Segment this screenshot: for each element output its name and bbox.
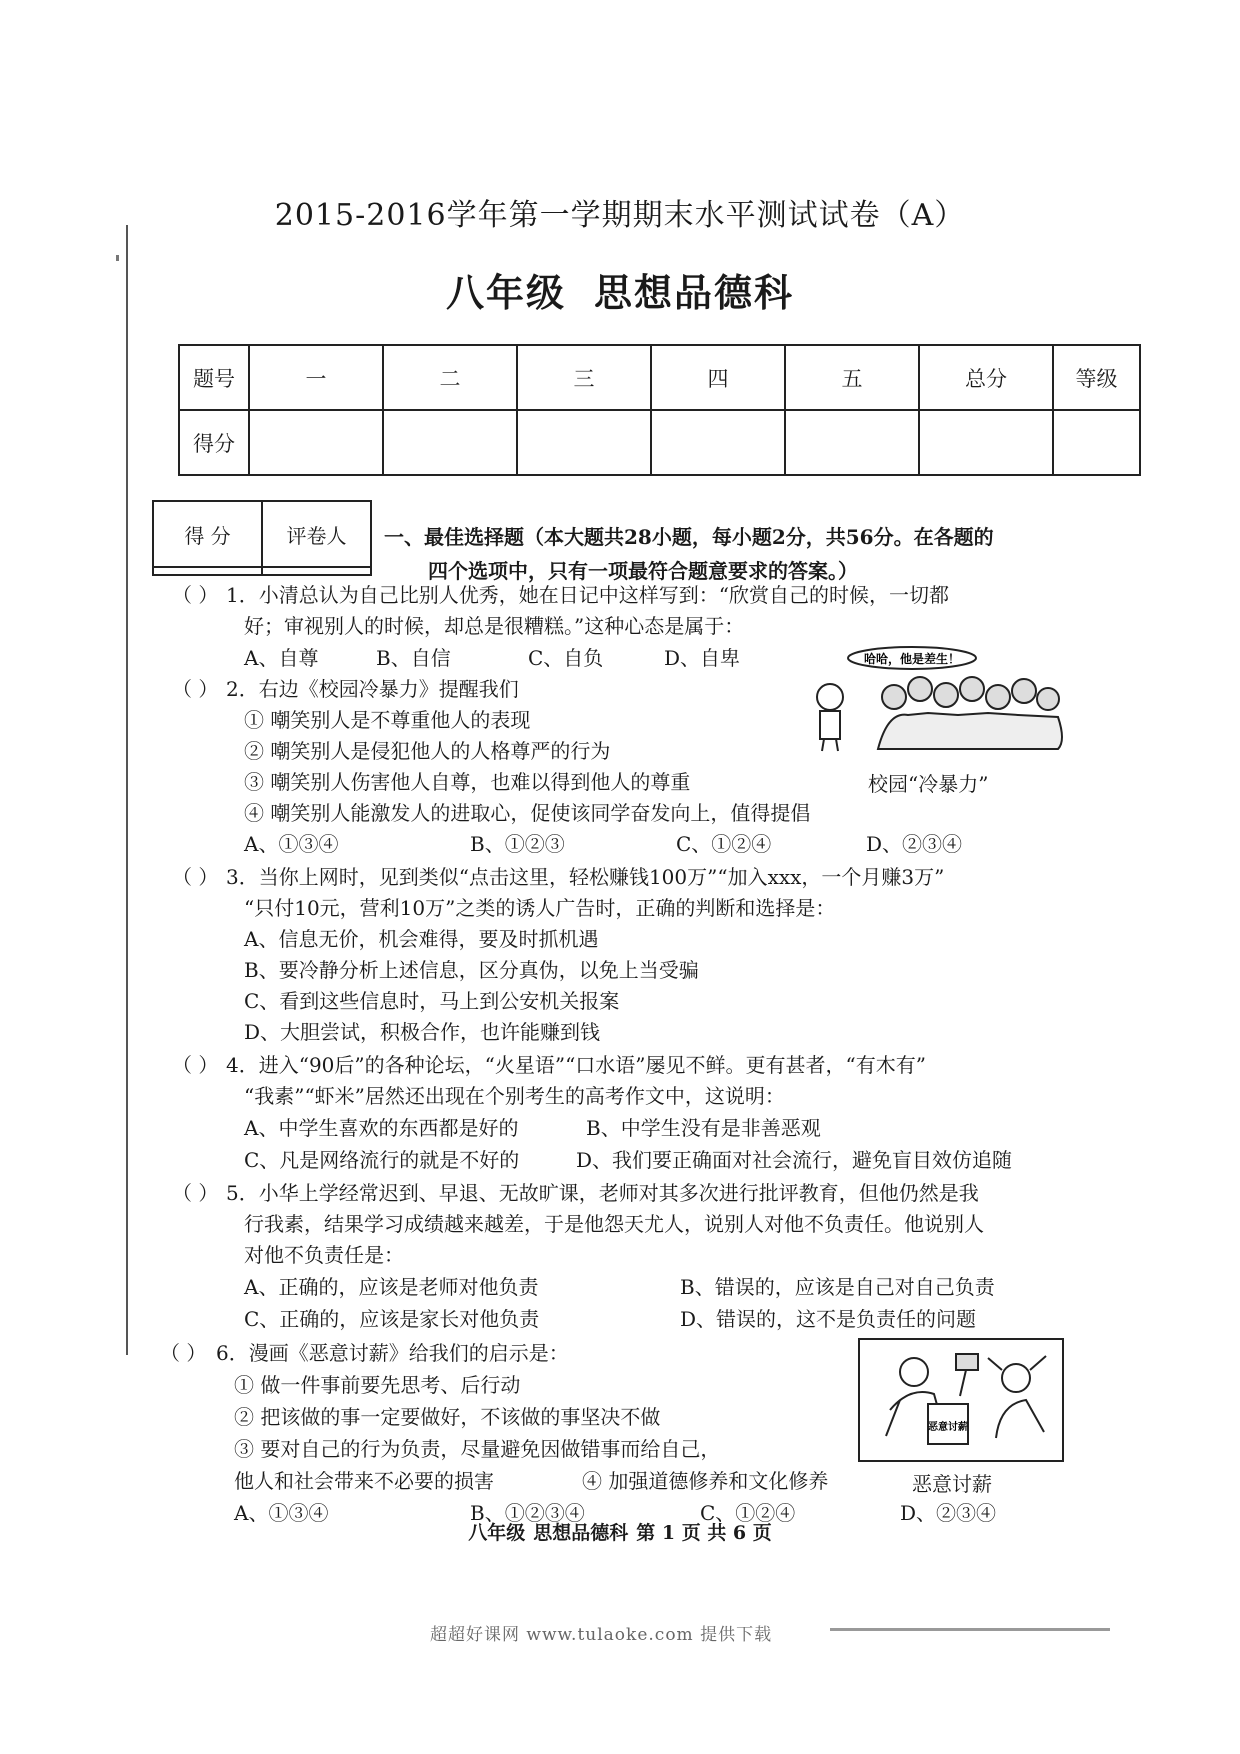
section-title-line1: 一、最佳选择题（本大题共28小题，每小题2分，共56分。在各题的	[384, 525, 994, 549]
answer-blank[interactable]: （ ）	[172, 1181, 219, 1205]
score-table	[178, 344, 1141, 476]
question-stem-cont: 好；审视别人的时候，却总是很糟糕。”这种心态是属于：	[244, 614, 745, 638]
speech-bubble-text: 哈哈，他是差生！	[863, 652, 961, 666]
score-cell: 题号	[179, 345, 249, 410]
option-d: D、自卑	[664, 646, 741, 670]
crowd-figures	[878, 677, 1062, 749]
answer-blank[interactable]: （ ）	[172, 1053, 219, 1077]
footer-page-number: 第 1 页 共 6 页	[636, 1522, 772, 1544]
option-c: C、①②④	[676, 832, 772, 856]
option-a: A、①③④	[244, 832, 339, 856]
section-heading	[384, 520, 1084, 588]
option-c: C、凡是网络流行的就是不好的	[244, 1148, 520, 1172]
option-b: B、中学生没有是非善恶观	[586, 1116, 821, 1140]
footer-grade: 八年级	[468, 1522, 526, 1544]
option-c: C、看到这些信息时，马上到公安机关报案	[244, 989, 620, 1013]
option-d: D、大胆尝试，积极合作，也许能赚到钱	[244, 1020, 601, 1044]
score-input-cell[interactable]	[383, 410, 517, 475]
scan-smudge	[830, 1628, 1110, 1631]
right-figure	[988, 1356, 1046, 1438]
statement-4: ④ 加强道德修养和文化修养	[582, 1469, 829, 1493]
answer-blank[interactable]: （ ）	[172, 677, 219, 701]
raised-arm	[960, 1370, 966, 1396]
question-stem: 4．进入“90后”的各种论坛，“火星语”“口水语”屡见不鲜。更有甚者，“有木有”	[226, 1053, 926, 1077]
statement-2: ② 嘲笑别人是侵犯他人的人格尊严的行为	[244, 739, 611, 763]
watermark-text: 超超好课网 www.tulaoke.com 提供下载	[430, 1625, 773, 1645]
answer-blank[interactable]: （ ）	[160, 1341, 207, 1365]
option-d: D、②③④	[866, 832, 963, 856]
grade-label: 八年级	[445, 270, 566, 315]
score-cell: 三	[517, 345, 651, 410]
grader-score-label: 得 分	[153, 501, 262, 567]
footer-subject: 思想品德科	[533, 1522, 629, 1544]
score-cell: 一	[249, 345, 383, 410]
option-a: A、信息无价，机会难得，要及时抓机遇	[244, 927, 599, 951]
question-stem: 2．右边《校园冷暴力》提醒我们	[226, 677, 519, 701]
question-stem-cont: 行我素，结果学习成绩越来越差，于是他怨天尤人，说别人对他不负责任。他说别人	[244, 1212, 984, 1236]
statement-1: ① 嘲笑别人是不尊重他人的表现	[244, 708, 531, 732]
subject-label: 思想品德科	[594, 270, 795, 315]
exam-title: 2015-2016学年第一学期期末水平测试试卷（A）	[274, 198, 966, 233]
protest-sign-text: 恶意讨薪	[928, 1422, 968, 1433]
option-a: A、①③④	[234, 1501, 329, 1525]
score-input-cell[interactable]	[919, 410, 1053, 475]
wage-demand-cartoon	[858, 1338, 1064, 1462]
option-b: B、自信	[376, 646, 451, 670]
question-stem: 5．小华上学经常迟到、早退、无故旷课，老师对其多次进行批评教育，但他仍然是我	[226, 1181, 979, 1205]
question-stem: 6．漫画《恶意讨薪》给我们的启示是：	[216, 1341, 569, 1365]
score-input-cell[interactable]	[1053, 410, 1140, 475]
answer-blank[interactable]: （ ）	[172, 865, 219, 889]
score-cell: 总分	[919, 345, 1053, 410]
score-table-header-row	[179, 345, 1140, 410]
grader-name-cell[interactable]	[262, 567, 371, 575]
grader-name-label: 评卷人	[262, 501, 371, 567]
statement-2: ② 把该做的事一定要做好，不该做的事坚决不做	[234, 1405, 661, 1429]
option-b: B、错误的，应该是自己对自己负责	[680, 1275, 995, 1299]
score-input-cell[interactable]	[785, 410, 919, 475]
option-d: D、错误的，这不是负责任的问题	[680, 1307, 977, 1331]
section-title-line2: 四个选项中，只有一项最符合题意要求的答案。）	[428, 559, 858, 583]
grader-score-cell[interactable]	[153, 567, 262, 575]
raised-object	[956, 1354, 978, 1370]
score-input-cell[interactable]	[249, 410, 383, 475]
score-cell: 五	[785, 345, 919, 410]
cartoon-caption: 校园“冷暴力”	[868, 772, 989, 796]
answer-blank[interactable]: （ ）	[172, 583, 219, 607]
option-c: C、自负	[528, 646, 604, 670]
score-cell: 等级	[1053, 345, 1140, 410]
option-a: A、正确的，应该是老师对他负责	[244, 1275, 539, 1299]
option-a: A、自尊	[244, 646, 319, 670]
option-c: C、正确的，应该是家长对他负责	[244, 1307, 540, 1331]
option-b: B、①②③④	[470, 1501, 585, 1525]
option-b: B、①②③	[470, 832, 565, 856]
question-stem: 1．小清总认为自己比别人优秀，她在日记中这样写到：“欣赏自己的时候，一切都	[226, 583, 949, 607]
question-stem-cont: “我素”“虾米”居然还出现在个别考生的高考作文中，这说明：	[244, 1084, 785, 1108]
statement-3-cont: 他人和社会带来不必要的损害	[234, 1469, 494, 1493]
score-cell: 二	[383, 345, 517, 410]
binding-tick	[116, 255, 119, 261]
question-stem: 3．当你上网时，见到类似“点击这里，轻松赚钱100万”“加入xxx，一个月赚3万”	[226, 865, 945, 889]
option-d: D、我们要正确面对社会流行，避免盲目效仿追随	[576, 1148, 1013, 1172]
statement-4: ④ 嘲笑别人能激发人的进取心，促使该同学奋发向上，值得提倡	[244, 801, 811, 825]
exam-subtitle	[0, 262, 1240, 317]
statement-3: ③ 嘲笑别人伤害他人自尊，也难以得到他人的尊重	[244, 770, 691, 794]
score-table-score-row	[179, 410, 1140, 475]
score-row-label: 得分	[179, 410, 249, 475]
cold-violence-cartoon	[808, 645, 1068, 755]
option-a: A、中学生喜欢的东西都是好的	[244, 1116, 519, 1140]
binding-line	[126, 225, 128, 1355]
score-input-cell[interactable]	[651, 410, 785, 475]
option-c: C、①②④	[700, 1501, 796, 1525]
cartoon-caption: 恶意讨薪	[912, 1472, 992, 1496]
option-d: D、②③④	[900, 1501, 997, 1525]
score-cell: 四	[651, 345, 785, 410]
option-b: B、要冷静分析上述信息，区分真伪，以免上当受骗	[244, 958, 699, 982]
score-input-cell[interactable]	[517, 410, 651, 475]
question-stem-cont: “只付10元，营利10万”之类的诱人广告时，正确的判断和选择是：	[244, 896, 836, 920]
statement-3: ③ 要对自己的行为负责，尽量避免因做错事而给自己，	[234, 1437, 721, 1461]
page-footer	[0, 1518, 1240, 1545]
question-stem-cont: 对他不负责任是：	[244, 1243, 404, 1267]
lonely-student-figure	[817, 684, 843, 751]
statement-1: ① 做一件事前要先思考、后行动	[234, 1373, 521, 1397]
grader-table	[152, 500, 372, 576]
